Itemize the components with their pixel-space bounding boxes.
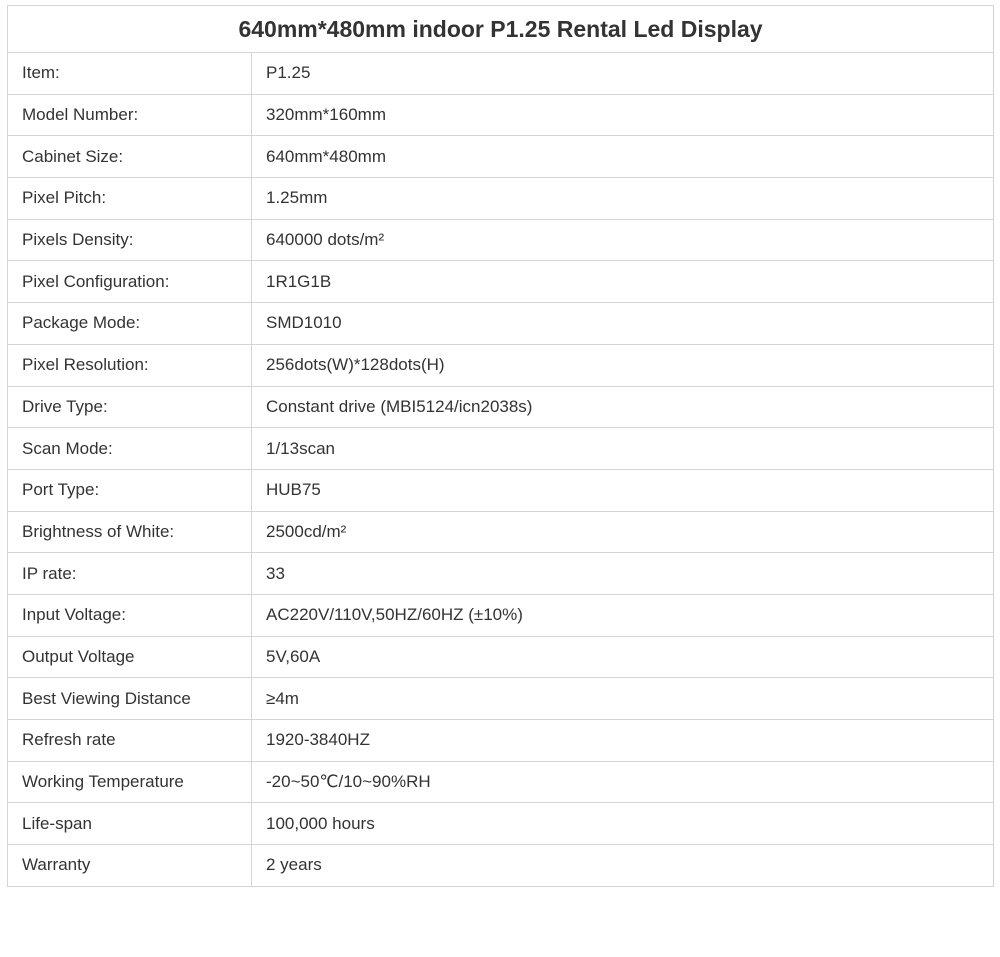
table-row [8,678,994,720]
spec-value: 2 years [252,845,994,887]
spec-label: Pixels Density: [8,219,252,261]
spec-label: Item: [8,53,252,95]
spec-label: Scan Mode: [8,428,252,470]
spec-label: Warranty [8,845,252,887]
spec-value: 1R1G1B [252,261,994,303]
table-row [8,511,994,553]
spec-label: Input Voltage: [8,594,252,636]
spec-value: 1920-3840HZ [252,720,994,762]
table-row [8,53,994,95]
spec-value: HUB75 [252,469,994,511]
spec-label: IP rate: [8,553,252,595]
spec-value: 256dots(W)*128dots(H) [252,344,994,386]
spec-label: Cabinet Size: [8,136,252,178]
spec-value: 2500cd/m² [252,511,994,553]
spec-label: Life-span [8,803,252,845]
spec-value: Constant drive (MBI5124/icn2038s) [252,386,994,428]
table-row [8,594,994,636]
spec-value: 5V,60A [252,636,994,678]
table-row [8,803,994,845]
spec-label: Pixel Pitch: [8,178,252,220]
table-row [8,303,994,345]
spec-value: 33 [252,553,994,595]
table-row [8,261,994,303]
spec-label: Working Temperature [8,761,252,803]
spec-value: P1.25 [252,53,994,95]
table-row [8,386,994,428]
table-title: 640mm*480mm indoor P1.25 Rental Led Display [8,6,994,53]
spec-label: Output Voltage [8,636,252,678]
table-row [8,219,994,261]
spec-label: Port Type: [8,469,252,511]
spec-value: 640mm*480mm [252,136,994,178]
table-row [8,136,994,178]
spec-label: Package Mode: [8,303,252,345]
spec-table [7,5,994,887]
spec-value: ≥4m [252,678,994,720]
spec-label: Brightness of White: [8,511,252,553]
spec-label: Best Viewing Distance [8,678,252,720]
spec-value: 320mm*160mm [252,94,994,136]
spec-label: Pixel Configuration: [8,261,252,303]
table-row [8,636,994,678]
spec-value: -20~50℃/10~90%RH [252,761,994,803]
table-row [8,845,994,887]
table-row [8,178,994,220]
spec-label: Refresh rate [8,720,252,762]
table-body [8,53,994,887]
spec-label: Pixel Resolution: [8,344,252,386]
table-row [8,94,994,136]
spec-value: 640000 dots/m² [252,219,994,261]
spec-value: 100,000 hours [252,803,994,845]
table-row [8,469,994,511]
spec-value: SMD1010 [252,303,994,345]
table-row [8,344,994,386]
table-header-row [8,6,994,53]
table-row [8,720,994,762]
spec-value: 1/13scan [252,428,994,470]
spec-label: Model Number: [8,94,252,136]
table-row [8,428,994,470]
spec-value: AC220V/110V,50HZ/60HZ (±10%) [252,594,994,636]
table-row [8,553,994,595]
spec-label: Drive Type: [8,386,252,428]
spec-value: 1.25mm [252,178,994,220]
table-row [8,761,994,803]
